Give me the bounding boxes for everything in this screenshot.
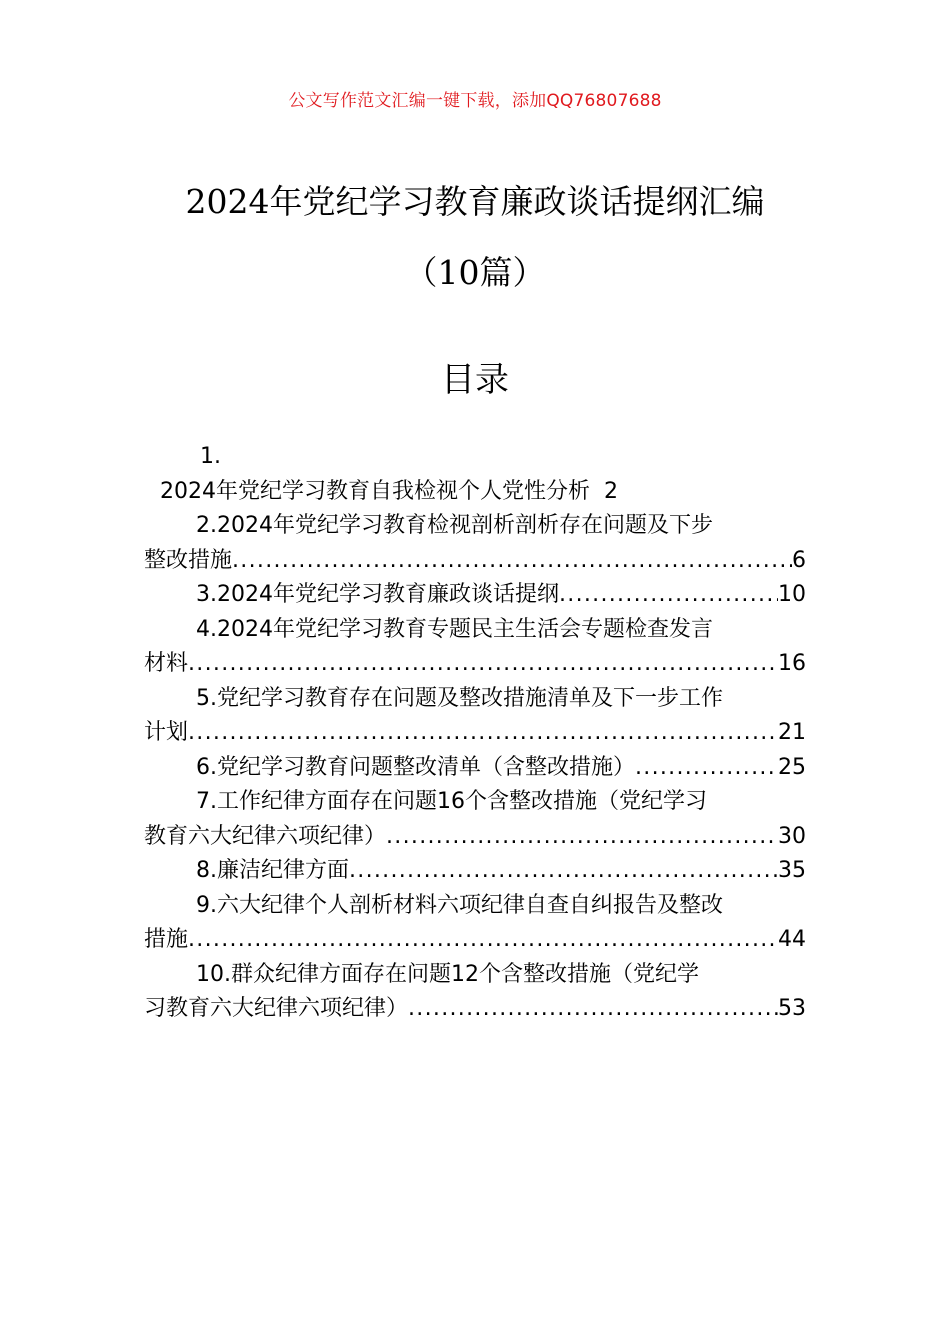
toc-entry-4[interactable]	[144, 613, 806, 682]
toc-entry-title-cont: 材料	[144, 651, 189, 676]
toc-entry-page: 2	[604, 478, 618, 504]
toc-entry-page: 10	[778, 582, 806, 607]
toc-entry-5[interactable]	[144, 682, 806, 751]
toc-entry-title: 6.党纪学习教育问题整改清单（含整改措施）	[196, 754, 635, 780]
toc-entry-title-cont: 计划	[144, 720, 189, 745]
toc-entry-title-cont: 习教育六大纪律六项纪律）	[144, 996, 409, 1021]
table-of-contents	[144, 440, 806, 1027]
toc-entry-title: 2024年党纪学习教育自我检视个人党性分析	[160, 478, 590, 504]
toc-entry-title: 3.2024年党纪学习教育廉政谈话提纲	[196, 582, 559, 607]
toc-leader-dots	[188, 647, 778, 682]
toc-entry-title: 7.工作纪律方面存在问题16个含整改措施（党纪学习	[196, 789, 707, 814]
toc-leader-dots	[188, 716, 778, 751]
toc-heading: 目录	[441, 360, 509, 400]
toc-leader-dots	[349, 854, 778, 889]
document-subtitle: （10篇）	[404, 253, 546, 292]
toc-leader-dots	[408, 992, 778, 1027]
toc-leader-dots	[232, 544, 792, 579]
toc-entry-1[interactable]	[144, 440, 806, 509]
toc-entry-title-cont: 措施	[144, 927, 189, 952]
toc-entry-7[interactable]	[144, 785, 806, 854]
toc-entry-title: 5.党纪学习教育存在问题及整改措施清单及下一步工作	[196, 685, 723, 711]
toc-entry-title: 10.群众纪律方面存在问题12个含整改措施（党纪学	[196, 961, 699, 987]
toc-leader-dots	[635, 751, 778, 786]
toc-entry-number: 1.	[200, 444, 221, 469]
toc-leader-dots	[386, 820, 778, 855]
toc-entry-page: 25	[778, 754, 806, 780]
toc-entry-title-cont: 整改措施	[144, 547, 233, 573]
download-banner: 公文写作范文汇编一键下载，添加QQ76807688	[288, 91, 662, 111]
toc-entry-page: 16	[778, 651, 806, 676]
document-title: 2024年党纪学习教育廉政谈话提纲汇编	[185, 182, 765, 221]
toc-entry-10[interactable]	[144, 958, 806, 1027]
toc-entry-page: 21	[778, 720, 806, 745]
toc-entry-title-cont: 教育六大纪律六项纪律）	[144, 823, 387, 849]
toc-entry-title: 9.六大纪律个人剖析材料六项纪律自查自纠报告及整改	[196, 892, 723, 918]
toc-entry-9[interactable]	[144, 889, 806, 958]
toc-entry-title: 8.廉洁纪律方面	[196, 858, 349, 883]
toc-entry-page: 35	[778, 858, 806, 883]
toc-entry-title: 2.2024年党纪学习教育检视剖析剖析存在问题及下步	[196, 513, 713, 538]
toc-entry-page: 30	[778, 823, 806, 849]
toc-entry-6[interactable]	[144, 751, 806, 786]
toc-entry-page: 53	[778, 996, 806, 1021]
toc-entry-3[interactable]	[144, 578, 806, 613]
toc-leader-dots	[188, 923, 778, 958]
toc-entry-2[interactable]	[144, 509, 806, 578]
toc-entry-8[interactable]	[144, 854, 806, 889]
toc-leader-dots	[559, 578, 778, 613]
toc-entry-page: 6	[792, 547, 806, 573]
toc-entry-page: 44	[778, 927, 806, 952]
toc-entry-title: 4.2024年党纪学习教育专题民主生活会专题检查发言	[196, 616, 713, 642]
